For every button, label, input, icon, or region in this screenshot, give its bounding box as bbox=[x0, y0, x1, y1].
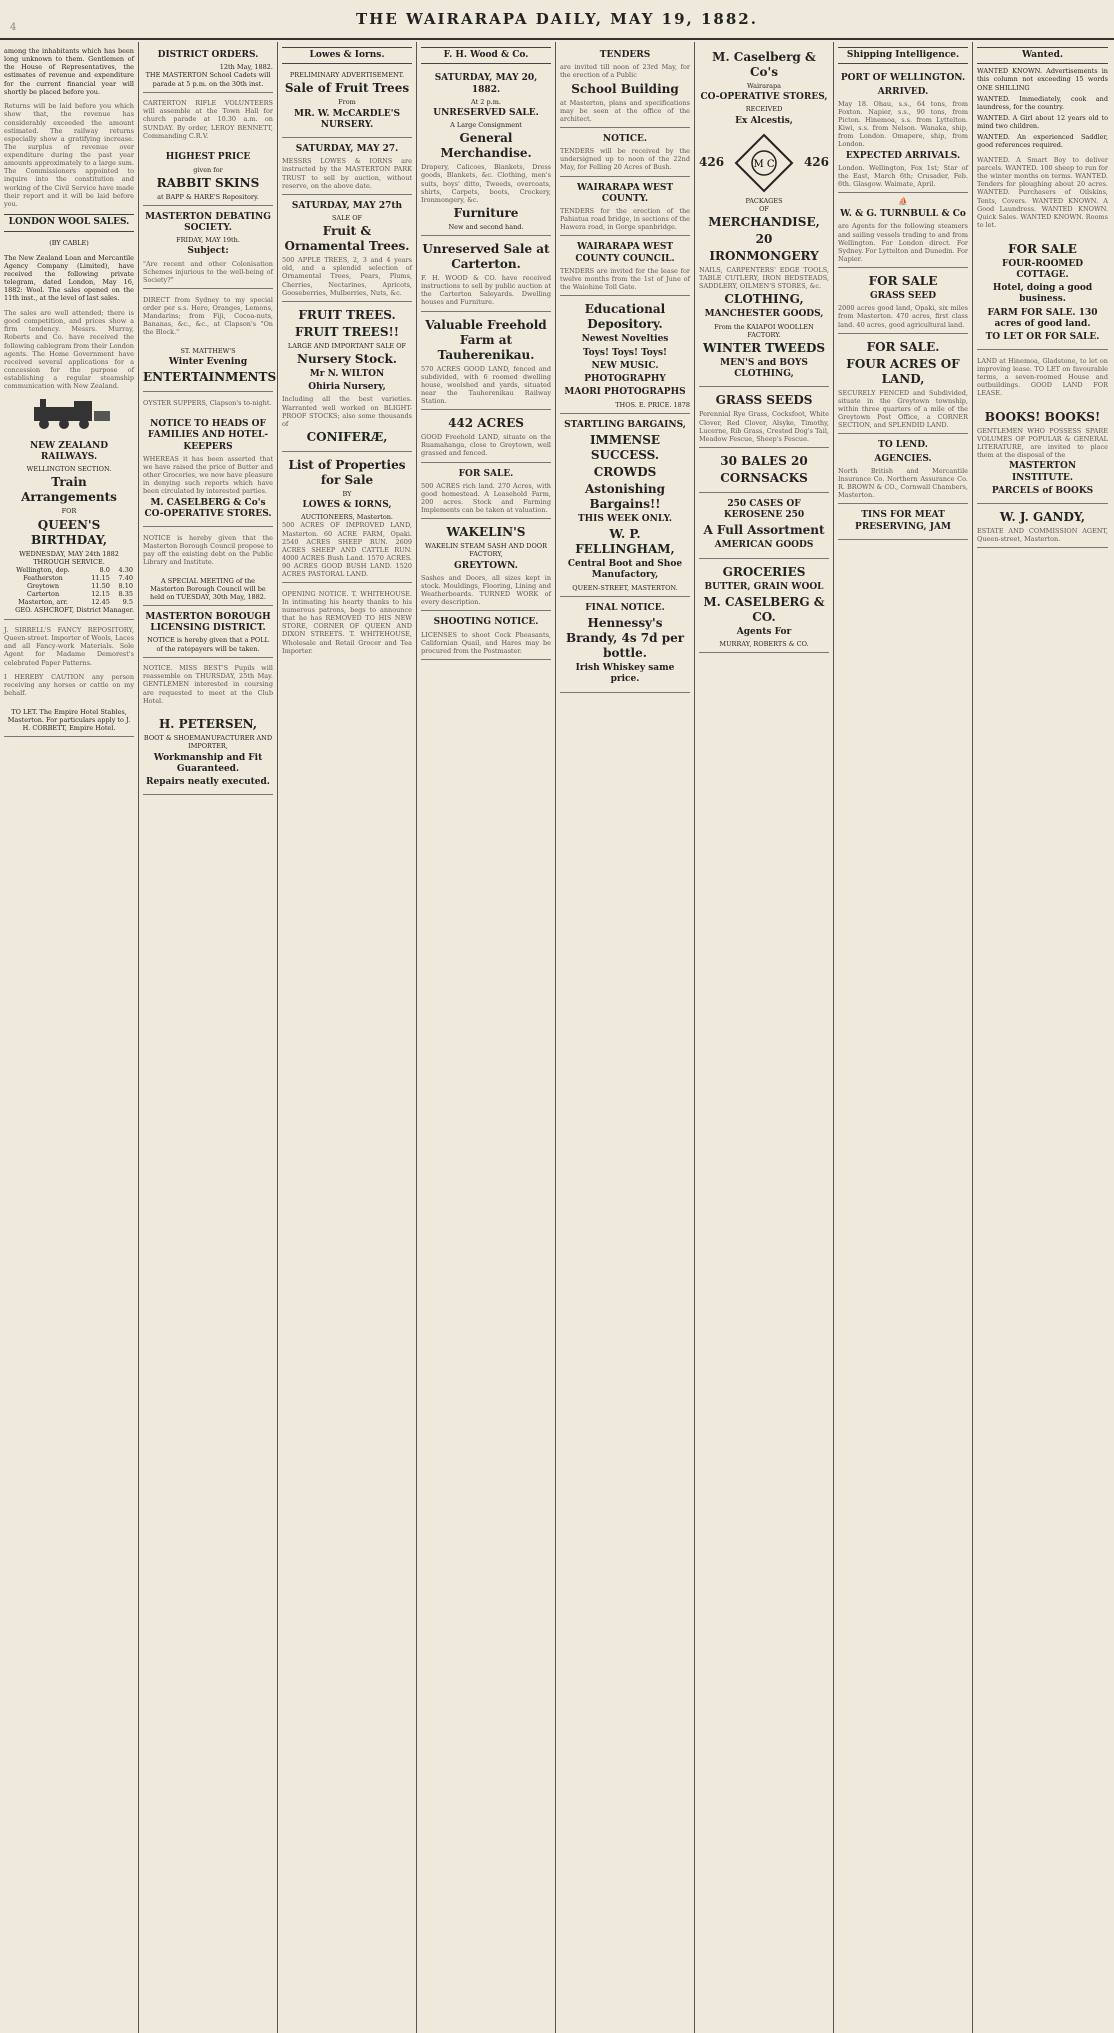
queen-street: QUEEN-STREET, MASTERTON. bbox=[572, 583, 678, 592]
ornamental-trees: Fruit & Ornamental Trees. bbox=[284, 224, 410, 254]
nursery-stock: Nursery Stock. bbox=[297, 351, 397, 366]
for-sale: FOR SALE. bbox=[458, 468, 514, 479]
newest: Newest Novelties bbox=[581, 334, 669, 345]
column-2 bbox=[139, 42, 278, 2033]
shooting-ad bbox=[421, 611, 551, 660]
crowds: CROWDS bbox=[593, 464, 657, 479]
filler-text: OYSTER SUPPERS, Clapson's to-night. bbox=[143, 398, 272, 407]
tinsmith: TINS FOR MEAT PRESERVING, JAM bbox=[855, 510, 951, 532]
ex-label: Ex bbox=[735, 115, 748, 126]
notice-families-ad bbox=[143, 413, 273, 527]
licensing-heading: MASTERTON BOROUGH LICENSING DISTRICT. bbox=[145, 611, 271, 634]
saturday2: SATURDAY, MAY 27th bbox=[291, 200, 403, 211]
fruit-trees-big2: FRUIT TREES!! bbox=[294, 324, 400, 339]
rabbit-heading: HIGHEST PRICE bbox=[165, 152, 251, 163]
packages: PACKAGES bbox=[745, 196, 783, 205]
filler-text: MESSRS LOWES & IORNS are instructed by the MASTERTON PARK TRUST to sell by auction, without reserve, on the above date. bbox=[282, 157, 412, 190]
fruit-sale: Sale of Fruit Trees bbox=[284, 81, 410, 96]
depository-ad bbox=[560, 296, 690, 413]
timetable-cell-pm: 8.35 bbox=[118, 590, 133, 599]
wanted-header: Wanted. bbox=[977, 47, 1108, 64]
saturday-ad bbox=[282, 138, 412, 195]
ironmongery: IRONMONGERY bbox=[709, 249, 819, 263]
timetable-row bbox=[4, 582, 134, 590]
unreserved: UNRESERVED SALE. bbox=[433, 107, 539, 118]
empire-hotel-ad bbox=[4, 704, 134, 737]
ship-icon: ⛵ bbox=[898, 197, 908, 207]
wilton-name: Mr N. WILTON bbox=[309, 368, 385, 379]
licensing-text: NOTICE is hereby given that a POLL of the ratepayers will be taken. bbox=[147, 636, 269, 653]
locomotive-icon bbox=[24, 397, 114, 431]
debating-ad bbox=[143, 206, 273, 289]
startling: STARTLING BARGAINS, bbox=[564, 419, 686, 430]
notice-families-heading: NOTICE TO HEADS OF FAMILIES AND HOTEL-KEEPERS bbox=[147, 419, 269, 452]
acres: 442 ACRES bbox=[448, 416, 524, 431]
county-ad bbox=[560, 177, 690, 237]
council-ad bbox=[560, 236, 690, 296]
property-list-ad bbox=[282, 452, 412, 583]
agents-names: MURRAY, ROBERTS & CO. bbox=[719, 640, 809, 649]
this-week: THIS WEEK ONLY. bbox=[577, 513, 673, 524]
to-lend: TO LEND. bbox=[878, 440, 928, 451]
timetable-cell-pm: 9.5 bbox=[122, 598, 133, 607]
empire-text: TO LET. The Empire Hotel Stables, Masterton. For particulars apply to J. H. CORBETT, Empire Hotel. bbox=[7, 708, 131, 733]
cable-label bbox=[4, 235, 134, 251]
masthead bbox=[0, 0, 1114, 40]
caselberg-main-ad bbox=[699, 44, 829, 387]
books: BOOKS! BOOKS! bbox=[984, 409, 1101, 424]
filler-text: are Agents for the following steamers and sailing vessels trading to and from Wellington. For London direct. For Sydney. For Lyttelton and Dunedin. For Napier. bbox=[838, 222, 968, 263]
fruit-trees-big: FRUIT TREES. bbox=[298, 307, 396, 322]
received: RECEIVED bbox=[745, 105, 783, 114]
column-1 bbox=[0, 42, 139, 2033]
educational: Educational Depository. bbox=[584, 302, 666, 332]
caselberg-name: M. CASELBERG & CO. bbox=[703, 594, 825, 624]
final-notice-ad bbox=[560, 597, 690, 693]
filler-text: "Are recent and other Colonisation Schemes injurious to the well-being of Society?" bbox=[143, 259, 273, 284]
timetable-cell-am: 12.45 bbox=[91, 598, 110, 607]
train-title: Train Arrangements bbox=[21, 475, 117, 505]
large-sale: LARGE AND IMPORTANT SALE OF bbox=[287, 341, 407, 350]
timetable-cell-pm: 4.30 bbox=[118, 565, 133, 574]
wanted-1: WANTED KNOWN. Advertisements in this column not exceeding 15 words ONE SHILLING bbox=[977, 67, 1108, 92]
cable-text: (BY CABLE) bbox=[49, 238, 89, 247]
district-orders-heading: DISTRICT ORDERS. bbox=[157, 50, 259, 60]
parcels: PARCELS of BOOKS bbox=[991, 485, 1094, 496]
columns bbox=[0, 42, 1114, 2033]
wood-header: F. H. Wood & Co. bbox=[421, 47, 551, 64]
lowes-header: Lowes & Iorns. bbox=[282, 47, 412, 64]
column-8 bbox=[973, 42, 1112, 2033]
groceries: GROCERIES bbox=[722, 564, 806, 579]
tons: 20 bbox=[755, 232, 773, 246]
kaiapoi: From the KAIAPOI WOOLLEN FACTORY. bbox=[714, 322, 814, 339]
timetable bbox=[4, 566, 134, 607]
timetable-row bbox=[4, 590, 134, 598]
lowes-name: LOWES & IORNS, bbox=[302, 500, 392, 510]
filler-text: Drapery, Calicoes, Blankets, Dress goods, Blankets, &c. Clothing, men's suits, boys' ditto, Tweeds, overcoats, shirts, Carpets, boots, Crockery, Ironmongery, &c. bbox=[421, 163, 551, 204]
district-orders-ad bbox=[143, 44, 273, 93]
school-building: School Building bbox=[571, 81, 679, 96]
photography: PHOTOGRAPHY bbox=[584, 374, 666, 384]
fellingham-name: W. P. FELLINGHAM, bbox=[575, 527, 675, 557]
farm: FARM FOR SALE. 130 acres of good land. bbox=[987, 307, 1098, 329]
freehold: Valuable Freehold Farm at Tauherenikau. bbox=[425, 317, 547, 362]
ship-name: Alcestis, bbox=[750, 115, 793, 126]
special-meeting: A SPECIAL MEETING of the Masterton Borough Council will be held on TUESDAY, 30th May, 1882. bbox=[150, 576, 266, 601]
winter-evening: Winter Evening bbox=[168, 356, 248, 367]
final-notice: FINAL NOTICE. bbox=[585, 602, 665, 613]
timetable-cell-am: 8.0 bbox=[99, 565, 110, 574]
by-label: BY bbox=[342, 489, 352, 498]
filler-text: 500 ACRES rich land. 270 Acres, with good homestead. A Leasehold Farm, 200 acres. Stock and Farming Implements can be taken at valuation. bbox=[421, 481, 551, 515]
entertainments-ad bbox=[143, 343, 277, 392]
filler-text: F. H. WOOD & CO. have received instructions to sell by public auction at the Carterton Saleyards. Dwelling houses and Furniture. bbox=[421, 274, 551, 307]
packages-row bbox=[699, 129, 829, 197]
filler-text: NOTICE. MISS BEST'S Pupils will reassemble on THURSDAY, 25th May. GENTLEMEN interested in coursing are requested to meet at the Club Hotel. bbox=[143, 664, 273, 705]
filler-text: WANTED. A Smart Boy to deliver parcels. WANTED. 100 sheep to run for the winter months on terms. WANTED. Tenders for ploughing about 20 acres. WANTED. Purchasers of Oilskins, Tents, Covers. WANTED KNOWN. A Good Laundress. WANTED KNOWN. Quick Sales. WANTED KNOWN. Rooms to let. bbox=[977, 155, 1108, 229]
filler-text: 2000 acres good land, Opaki, six miles from Masterton. 470 acres, first class land. 40 acres, good agricultural land. bbox=[838, 304, 968, 329]
gandy-ad bbox=[977, 504, 1108, 548]
train-for: FOR bbox=[61, 507, 77, 516]
grass-seeds-ad bbox=[699, 387, 829, 448]
filler-text: TENDERS for the erection of the Pahiatua road bridge, in sections of the Hawera road, in Gorge spanbridge. bbox=[560, 207, 690, 232]
irish-whiskey: Irish Whiskey same price. bbox=[575, 663, 675, 685]
workmanship: Workmanship and Fit Guaranteed. bbox=[153, 752, 263, 774]
from-label: From bbox=[338, 98, 356, 107]
railway-signature: GEO. ASHCROFT, District Manager. bbox=[15, 606, 134, 615]
package-count-2: 426 bbox=[803, 155, 829, 170]
carterton: Unreserved Sale at Carterton. bbox=[422, 242, 550, 271]
hennessy: Hennessy's Brandy, 4s 7d per bottle. bbox=[565, 616, 685, 660]
repairs: Repairs neatly executed. bbox=[146, 777, 270, 787]
port-ad bbox=[838, 67, 968, 193]
wanted-2: WANTED. Immediately, cook and laundress, for the country. bbox=[977, 94, 1108, 111]
turnbull-ad bbox=[838, 193, 968, 268]
queens-date: WEDNESDAY, MAY 24th 1882 bbox=[19, 549, 119, 558]
bales: 30 BALES 20 bbox=[720, 453, 808, 468]
filler-text: NOTICE is hereby given that the Masterton Borough Council propose to pay off the existing debt on the Public Library and Institute. bbox=[143, 533, 273, 566]
filler-text: LICENSES to shoot Cock Pheasants, Californian Quail, and Hares may be procured from the Postmaster. bbox=[421, 630, 551, 655]
american-goods: AMERICAN GOODS bbox=[714, 540, 814, 551]
tins-ad bbox=[838, 504, 968, 540]
notice: NOTICE. bbox=[602, 133, 648, 144]
gandy: W. J. GANDY, bbox=[999, 510, 1086, 525]
ornamental-ad bbox=[282, 195, 412, 302]
filler-text: 570 ACRES GOOD LAND, fenced and subdivided, with 6 roomed dwelling house, woolshed and yards, situated near the Tauherenikau Railway Station. bbox=[421, 364, 551, 405]
filler-text: Perennial Rye Grass, Cocksfoot, White Clover, Red Clover, Alsyke, Timothy, Lucerne, Rib Grass, Crested Dog's Tail, Meadow Fescue, Sheep's Fescue. bbox=[699, 410, 829, 443]
butter-grain: BUTTER, GRAIN WOOL bbox=[704, 581, 824, 592]
price-sig: THOS. E. PRICE. 1878 bbox=[615, 400, 690, 409]
filler-text: I HEREBY CAUTION any person receiving any horses or cattle on my behalf. bbox=[4, 673, 134, 698]
filler-text: Sashes and Doors, all sizes kept in stock. Mouldings, Flooring, Lining and Weatherboards. TURNED WORK of every description. bbox=[421, 573, 551, 607]
nursery-name: MR. W. McCARDLE'S NURSERY. bbox=[294, 108, 400, 130]
petersen-name: H. PETERSEN, bbox=[158, 717, 258, 732]
for-sale-ad-7 bbox=[838, 268, 968, 334]
of-label: OF bbox=[759, 204, 769, 213]
kerosene: 250 CASES OF KEROSENE 250 bbox=[723, 498, 805, 521]
column-4 bbox=[417, 42, 556, 2033]
timetable-cell-am: 12.15 bbox=[91, 590, 110, 599]
council-heading: WAIRARAPA WEST COUNTY COUNCIL. bbox=[575, 242, 675, 264]
filler-text: Including all the best varieties. Warranted well worked on BLIGHT-PROOF STOCKS; also some thousands of bbox=[282, 395, 412, 428]
acres-ad bbox=[421, 410, 551, 462]
debating-subject: Subject: bbox=[187, 246, 229, 257]
books-ad bbox=[977, 404, 1108, 504]
four-acres: FOUR ACRES OF LAND, bbox=[846, 356, 960, 386]
cornsacks-ad bbox=[699, 448, 829, 493]
rabbit-big: RABBIT SKINS bbox=[156, 175, 260, 190]
port-wellington: PORT OF WELLINGTON. bbox=[840, 73, 966, 84]
coop-stores: CO-OPERATIVE STORES, bbox=[700, 92, 828, 103]
library: MASTERTON INSTITUTE. bbox=[1008, 461, 1077, 483]
four-roomed: FOUR-ROOMED COTTAGE. bbox=[1001, 258, 1084, 280]
timetable-cell-pm: 7.40 bbox=[118, 573, 133, 582]
petersen-sub: BOOT & SHOEMANUFACTURER AND IMPORTER, bbox=[143, 734, 273, 751]
filler-text: GENTLEMEN WHO POSSESS SPARE VOLUMES OF POPULAR & GENERAL LITERATURE, are invited to place them at the disposal of the bbox=[977, 426, 1108, 460]
timetable-row bbox=[4, 566, 134, 574]
mens-clothing: MEN'S and BOYS CLOTHING, bbox=[720, 357, 808, 380]
for-sale-ad-8 bbox=[977, 236, 1108, 351]
column-5 bbox=[556, 42, 695, 2033]
timetable-cell-am: 11.50 bbox=[91, 582, 110, 590]
page-number: 4 bbox=[10, 22, 17, 33]
timetable-cell-pm: 8.10 bbox=[118, 582, 133, 590]
greytown: GREYTOWN. bbox=[454, 560, 518, 571]
column-6 bbox=[695, 42, 834, 2033]
railway-ad bbox=[4, 435, 134, 620]
filler-text: WHEREAS it has been asserted that we have raised the price of Butter and other Groceries, we now have pleasure in denying such reports which have been circulated by interested parties. bbox=[143, 454, 273, 496]
timetable-cell-station: Featherston bbox=[23, 573, 63, 582]
new-music: NEW MUSIC. bbox=[591, 360, 659, 371]
tenders-head: TENDERS bbox=[599, 50, 651, 60]
kerosene-ad bbox=[699, 493, 829, 559]
shipping-header: Shipping Intelligence. bbox=[838, 47, 968, 64]
column-3 bbox=[278, 42, 417, 2033]
orders-text: THE MASTERTON School Cadets will parade at 5 p.m. on the 30th inst. bbox=[145, 71, 271, 88]
timetable-row bbox=[4, 598, 134, 606]
clothing: CLOTHING, bbox=[724, 292, 804, 307]
filler-text: London. Wellington, Fox 1st; Star of the East, March 6th; Crusader, Feb. 6th. Glasgow. Waimate, April. bbox=[838, 163, 968, 188]
petersen-ad bbox=[143, 711, 273, 795]
for-sale-8: FOR SALE bbox=[1008, 241, 1077, 256]
auctioneers: AUCTIONEERS, Masterton. bbox=[300, 513, 393, 522]
wakelin-ad bbox=[421, 519, 551, 611]
sale-of: SALE OF bbox=[331, 214, 363, 222]
ohiria-nursery: Ohiria Nursery, bbox=[308, 382, 386, 393]
queens-birthday: QUEEN'S BIRTHDAY, bbox=[30, 517, 108, 547]
wairarapa: Wairarapa bbox=[746, 82, 782, 90]
furniture: Furniture bbox=[453, 205, 519, 220]
four-acres-ad bbox=[838, 334, 968, 435]
turnbull: W. & G. TURNBULL & Co bbox=[840, 209, 966, 220]
filler-text: 500 ACRES OF IMPROVED LAND, Masterton. 60 ACRE FARM, Opaki. 2540 ACRES SHEEP RUN. 2609 ACRES SHEEP AND CATTLE RUN. 4000 ACRES Bush Land. 1570 ACRES. 90 ACRES GOOD BUSH LAND. 1520 ACRES PASTORAL LAND. bbox=[282, 521, 412, 579]
licensing-ad bbox=[143, 606, 273, 658]
railway-heading: NEW ZEALAND RAILWAYS. bbox=[29, 440, 109, 462]
svg-text:M C: M C bbox=[753, 158, 775, 170]
filler-text: ESTATE AND COMMISSION AGENT, Queen-street, Masterton. bbox=[977, 527, 1108, 544]
filler-text: 500 APPLE TREES, 2, 3 and 4 years old, and a splendid selection of Ornamental Trees, Pears, Plums, Cherries, Nectarines, Apricots, Gooseberries, Mulberries, Nuts, &c. bbox=[282, 256, 412, 297]
filler-text: GOOD Freehold LAND, situate on the Ruamahanga, close to Greytown, well grassed and fenced. bbox=[421, 433, 551, 458]
manchester: MANCHESTER GOODS, bbox=[704, 309, 824, 320]
toys: Toys! Toys! Toys! bbox=[582, 347, 667, 358]
filler-text: at Masterton, plans and specifications may be seen at the office of the architect. bbox=[560, 98, 690, 123]
at-time: At 2 p.m. bbox=[471, 97, 501, 106]
wanted-4: WANTED. An experienced Saddler, good references required. bbox=[977, 133, 1108, 150]
nursery-stock-ad bbox=[282, 302, 412, 452]
matthews: ST. MATTHEW'S bbox=[180, 346, 236, 355]
parliament-paragraph: among the inhabitants which has been long unknown to them. Gentlemen of the House of Representatives, the estimates of revenue and expenditure for the current financial year will shortly be placed before you. bbox=[4, 47, 134, 96]
filler-text: SECURELY FENCED and Subdivided, situate in the Greytown township, within three quarters of a mile of the Greytown Post Office, a CORNER SECTION, and SPLENDID LAND. bbox=[838, 388, 968, 430]
filler-text: TENDERS will be received by the undersigned up to noon of the 22nd May, for Felling 20 Acres of Bush. bbox=[560, 147, 690, 172]
rabbit-sub: given for bbox=[193, 165, 223, 174]
column-7 bbox=[834, 42, 973, 2033]
fellingham-ad bbox=[560, 414, 690, 597]
timetable-cell-station: Greytown bbox=[26, 582, 60, 590]
timetable-cell-station: Wellington, dep. bbox=[16, 565, 70, 574]
orders-date: 12th May, 1882. bbox=[219, 63, 273, 72]
rabbit-skins-ad bbox=[143, 146, 273, 206]
arrived: ARRIVED. bbox=[877, 86, 929, 97]
freehold-ad bbox=[421, 312, 551, 411]
grass-seed: GRASS SEED bbox=[869, 291, 937, 301]
shooting: SHOOTING NOTICE. bbox=[433, 617, 539, 628]
prelim: PRELIMINARY ADVERTISEMENT. bbox=[289, 71, 405, 80]
hotel: Hotel, doing a good business. bbox=[992, 283, 1093, 305]
merchandise: MERCHANDISE, bbox=[708, 215, 820, 229]
debating-heading: MASTERTON DEBATING SOCIETY. bbox=[145, 211, 271, 233]
filler-text: May 18. Ohau, s.s., 64 tons, from Foxton. Napier, s.s., 90 tons, from Picton. Hinemoa, s.s. from Lyttelton. Kiwi, s.s. from Nelson. Wanaka, ship, from London. Omapere, ship, from London. bbox=[838, 99, 968, 149]
filler-text: TENDERS are invited for the lease for twelve months from the 1st of June of the Waiohine Toll Gate. bbox=[560, 266, 690, 292]
rabbit-at: at BAPP & HARE'S Repository. bbox=[157, 192, 259, 201]
wool-paragraph: The New Zealand Loan and Mercantile Agency Company (Limited), have received the following private telegram, dated London, May 16, 1882: Wool. The sales opened on the 11th inst., at the level of last sales. bbox=[4, 253, 134, 303]
expected: EXPECTED ARRIVALS. bbox=[845, 150, 961, 161]
timetable-cell-station: Masterton, arr. bbox=[18, 598, 68, 607]
fruit-trees-ad bbox=[282, 67, 412, 138]
general-merch: General Merchandise. bbox=[440, 131, 532, 161]
filler-text: J. SIRRELL'S FANCY REPOSITORY, Queen-street. Importer of Wools, Laces and all Fancy-work Materials. Sole Agent for Madame Demorest's celebrated Paper Patterns. bbox=[4, 626, 134, 667]
filler-text: NAILS, CARPENTERS' EDGE TOOLS, TABLE CUTLERY, IRON BEDSTEADS, SADDLERY, OILMEN'S STORES, &c. bbox=[699, 266, 829, 291]
special-meeting-ad bbox=[143, 573, 273, 606]
steam-factory: WAKELIN STEAM SASH AND DOOR FACTORY, bbox=[425, 542, 547, 559]
railway-sub: WELLINGTON SECTION. bbox=[26, 465, 112, 474]
filler-text: LAND at Hinemoa, Gladstone, to let on improving lease. TO LET on favourable terms, a seven-roomed House and outbuildings. GOOD LAND FOR LEASE. bbox=[977, 356, 1108, 398]
timetable-cell-station: Carterton bbox=[26, 590, 60, 599]
filler-text: DIRECT from Sydney to my special order per s.s. Hero, Oranges, Lemons, Mandarins; from Fiji, Cocoa-nuts, Bananas, &c., &c., at Clapson's "On the Block." bbox=[143, 295, 273, 336]
grass-seeds: GRASS SEEDS bbox=[715, 393, 813, 408]
for-sale-2: FOR SALE. bbox=[866, 339, 940, 354]
wanted-3: WANTED. A Girl about 12 years old to mind two children. bbox=[977, 113, 1108, 130]
notice-ad bbox=[560, 128, 690, 177]
for-sale: FOR SALE bbox=[868, 274, 938, 288]
winter-tweeds: WINTER TWEEDS bbox=[702, 340, 826, 355]
newspaper-title: THE WAIRARAPA DAILY, MAY 19, 1882. bbox=[356, 10, 758, 28]
groceries-ad bbox=[699, 559, 829, 654]
lend-ad bbox=[838, 434, 968, 504]
central-boot: Central Boot and Shoe Manufactory, bbox=[567, 559, 683, 581]
county-heading: WAIRARAPA WEST COUNTY. bbox=[576, 182, 674, 204]
carterton-ad bbox=[421, 236, 551, 312]
to-let-8: TO LET OR FOR SALE. bbox=[985, 332, 1100, 342]
filler-text: Returns will be laid before you which show that, the revenue has considerably exceeded the amount estimated. The railway returns especially show a gratifying increase. The surplus of revenue over expenditure during the past year amounts approximately to a large sum. The Commissioners appointed to inquire into the constitution and working of the Civil Service have made their report and it will be laid before you. bbox=[4, 102, 134, 208]
immense: IMMENSE SUCCESS. bbox=[589, 432, 661, 462]
saturday-date: SATURDAY, MAY 27. bbox=[295, 144, 399, 154]
through-service: THROUGH SERVICE. bbox=[33, 557, 105, 566]
conifers: CONIFERÆ, bbox=[306, 429, 388, 444]
wakelins: WAKELIN'S bbox=[446, 525, 526, 540]
agencies: AGENCIES. bbox=[874, 453, 932, 464]
entertainments: ENTERTAINMENTS bbox=[143, 370, 277, 384]
filler-text: CARTERTON RIFLE VOLUNTEERS will assemble at the Town Hall for church parade at 10.30 a.m. on SUNDAY. By order, LEROY BENNETT, Commanding C.R.V. bbox=[143, 99, 273, 140]
maori-photos: MAORI PHOTOGRAPHS bbox=[564, 387, 686, 398]
diamond-seal-icon bbox=[734, 133, 794, 193]
filler-text: North British and Mercantile Insurance Co. Northern Assurance Co. R. BROWN & CO., Cornwall Chambers, Masterton. bbox=[838, 466, 968, 500]
timetable-cell-am: 11.15 bbox=[91, 573, 110, 582]
astonishing: Astonishing Bargains!! bbox=[584, 481, 666, 511]
full-assortment: A Full Assortment bbox=[703, 523, 825, 538]
caselberg-ad: M. CASELBERG & Co's CO-OPERATIVE STORES. bbox=[144, 497, 272, 519]
filler-text: OPENING NOTICE. T. WHITEHOUSE. In intimating his hearty thanks to his numerous patrons, begs to announce that he has REMOVED TO HIS NEW STORE, CORNER OF QUEEN AND DIXON STREETS. T. WHITEHOUSE, Wholesale and Retail Grocer and Tea Importer. bbox=[282, 589, 412, 655]
package-count-1: 426 bbox=[699, 155, 725, 170]
for-sale-ad bbox=[421, 463, 551, 520]
property-list: List of Properties for Sale bbox=[288, 457, 406, 487]
tenders-ad bbox=[560, 44, 690, 128]
merchandise-ad bbox=[421, 67, 551, 236]
filler-text: are invited till noon of 23rd May, for the erection of a Public bbox=[560, 63, 690, 80]
sat-date: SATURDAY, MAY 20, 1882. bbox=[434, 73, 538, 95]
wool-sales-heading: LONDON WOOL SALES. bbox=[4, 214, 134, 231]
cornsacks: CORNSACKS bbox=[720, 470, 808, 485]
filler-text: The sales are well attended; there is good competition, and prices show a firm tendency. Messrs. Murray, Roberts and Co. have received the following cablegram from their London agents. The Home Government have received several applications for a concession for the purpose of establishing a regular steamship communication with New Zealand. bbox=[4, 309, 134, 391]
new-used: New and second hand. bbox=[448, 222, 524, 231]
debating-date: FRIDAY, MAY 19th. bbox=[176, 236, 240, 245]
caselberg-header: M. Caselberg & Co's bbox=[712, 50, 816, 79]
consignment: A Large Consignment bbox=[450, 121, 522, 130]
agents-for: Agents For bbox=[736, 626, 792, 637]
timetable-row bbox=[4, 574, 134, 582]
